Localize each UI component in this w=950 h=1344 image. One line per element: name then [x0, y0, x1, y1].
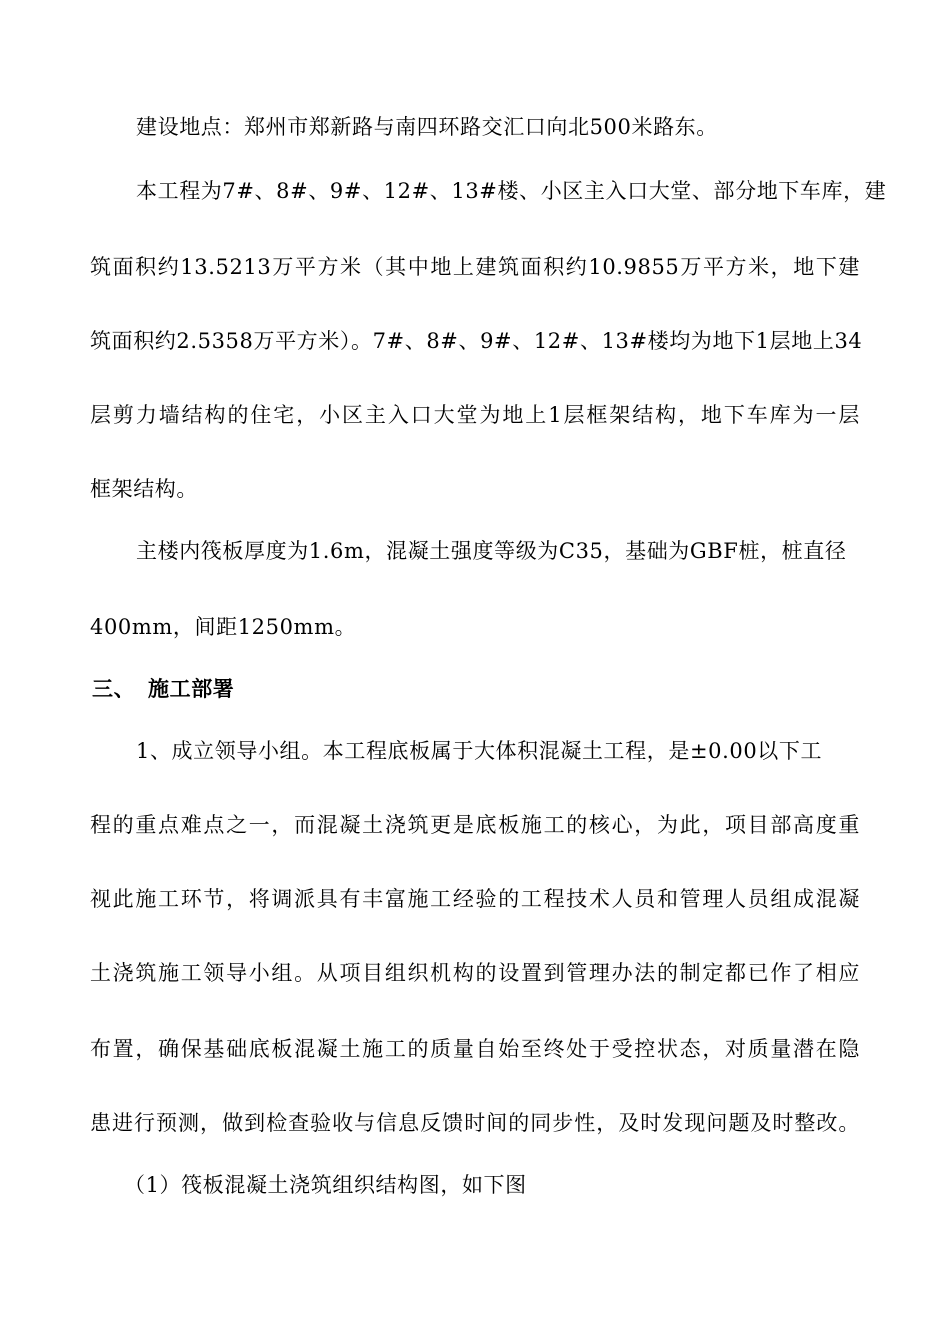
raft-foundation-line-1: 主楼内筏板厚度为1.6m，混凝土强度等级为C35，基础为GBF桩，桩直径: [136, 539, 847, 563]
raft-foundation-line-2: 400mm，间距1250mm。: [90, 615, 357, 639]
project-overview-line-4: 层剪力墙结构的住宅，小区主入口大堂为地上1层框架结构，地下车库为一层: [90, 403, 860, 427]
project-overview-line-5: 框架结构。: [90, 477, 198, 501]
project-overview-line-2: 筑面积约13.5213万平方米（其中地上建筑面积约10.9855万平方米，地下建: [90, 255, 860, 279]
construction-location-paragraph: 建设地点：郑州市郑新路与南四环路交汇口向北500米路东。: [136, 115, 718, 139]
leadership-group-line-1: 1、成立领导小组。本工程底板属于大体积混凝土工程，是±0.00以下工: [136, 739, 823, 763]
leadership-group-line-6: 患进行预测，做到检查验收与信息反馈时间的同步性，及时发现问题及时整改。: [90, 1111, 860, 1135]
leadership-group-line-2: 程的重点难点之一，而混凝土浇筑更是底板施工的核心，为此，项目部高度重: [90, 813, 860, 837]
section-title: 施工部署: [148, 676, 235, 701]
leadership-group-line-3: 视此施工环节，将调派具有丰富施工经验的工程技术人员和管理人员组成混凝: [90, 887, 860, 911]
org-chart-caption: （1）筏板混凝土浇筑组织结构图，如下图: [124, 1173, 527, 1197]
section-heading: [92, 674, 234, 704]
project-overview-line-3: 筑面积约2.5358万平方米）。7#、8#、9#、12#、13#楼均为地下1层地上34: [90, 329, 863, 353]
leadership-group-line-5: 布置，确保基础底板混凝土施工的质量自始至终处于受控状态，对质量潜在隐: [90, 1037, 860, 1061]
project-overview-line-1: 本工程为7#、8#、9#、12#、13#楼、小区主入口大堂、部分地下车库，建: [136, 179, 887, 203]
leadership-group-line-4: 土浇筑施工领导小组。从项目组织机构的设置到管理办法的制定都已作了相应: [90, 961, 860, 985]
section-number: 三、: [92, 676, 136, 701]
